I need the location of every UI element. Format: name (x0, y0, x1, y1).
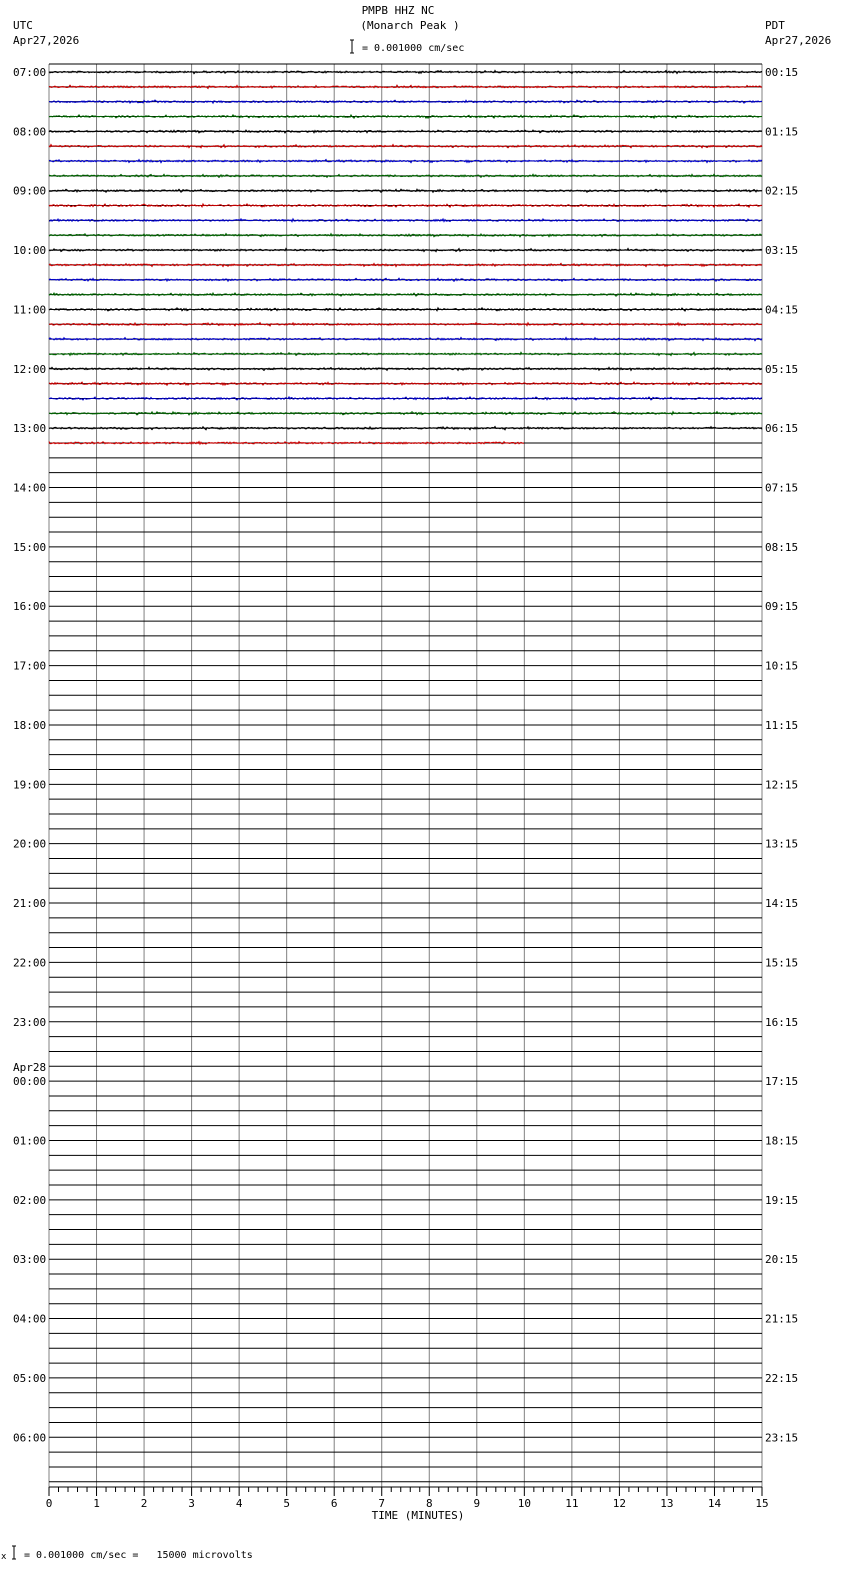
left-hour-label: 19:00 (13, 778, 47, 792)
right-hour-label: 09:15 (765, 600, 799, 614)
trace-row (49, 323, 762, 326)
left-hour-label: 13:00 (13, 422, 47, 436)
left-hour-label: 23:00 (13, 1015, 47, 1029)
trace-row (49, 382, 762, 385)
right-hour-label: 15:15 (765, 956, 799, 970)
x-tick-label: 7 (378, 1497, 386, 1510)
grid-layer (49, 64, 762, 1487)
right-hour-label: 18:15 (765, 1134, 799, 1148)
right-hour-label: 23:15 (765, 1431, 799, 1445)
x-axis-ticks (46, 1487, 769, 1510)
left-hour-label: 11:00 (13, 303, 47, 317)
right-hour-label: 14:15 (765, 897, 799, 911)
trace-row (49, 234, 762, 237)
right-hour-label: 04:15 (765, 303, 799, 317)
right-hour-label: 02:15 (765, 184, 799, 198)
x-tick-label: 15 (755, 1497, 769, 1510)
x-tick-label: 2 (140, 1497, 148, 1510)
trace-row (49, 308, 762, 311)
left-hour-label: 15:00 (13, 540, 47, 554)
left-hour-label: 21:00 (13, 897, 47, 911)
station-site: (Monarch Peak ) (360, 19, 460, 32)
left-hour-label: 04:00 (13, 1312, 47, 1326)
x-tick-label: 1 (93, 1497, 100, 1510)
left-hour-label: 09:00 (13, 184, 47, 198)
right-hour-label: 00:15 (765, 66, 799, 79)
footer-scale-bar-icon (12, 1546, 16, 1559)
x-tick-label: 4 (235, 1497, 243, 1510)
footer-marker: x (1, 1552, 7, 1562)
right-hour-label: 11:15 (765, 718, 799, 732)
left-hour-label: 10:00 (13, 244, 47, 258)
left-hour-label: 00:00 (13, 1075, 47, 1089)
trace-row (49, 352, 762, 355)
trace-row (49, 263, 762, 266)
trace-row (49, 249, 762, 252)
scale-label: = 0.001000 cm/sec (362, 43, 465, 54)
left-hour-label: 08:00 (13, 125, 47, 139)
trace-row (49, 160, 762, 163)
right-hour-label: 12:15 (765, 778, 799, 792)
left-hour-label: 06:00 (13, 1431, 47, 1445)
left-hour-label: 22:00 (13, 956, 47, 970)
x-tick-label: 14 (707, 1497, 722, 1510)
x-tick-label: 6 (330, 1497, 338, 1510)
left-hour-label: 17:00 (13, 659, 47, 673)
right-hour-label: 22:15 (765, 1371, 799, 1385)
right-hour-label: 17:15 (765, 1075, 799, 1089)
right-hour-label: 03:15 (765, 244, 799, 258)
left-timezone: UTC (13, 19, 33, 32)
left-hour-label: 14:00 (13, 481, 47, 495)
scale-bar-icon (350, 40, 354, 53)
left-hour-label: 01:00 (13, 1134, 47, 1148)
right-hour-label: 13:15 (765, 837, 799, 851)
right-hour-label: 10:15 (765, 659, 799, 673)
x-tick-label: 8 (425, 1497, 433, 1510)
right-hour-label: 21:15 (765, 1312, 799, 1326)
right-hour-label: 16:15 (765, 1015, 799, 1029)
footer-scale-note: = 0.001000 cm/sec = 15000 microvolts (24, 1550, 253, 1561)
trace-layer (49, 71, 762, 445)
x-tick-label: 9 (473, 1497, 481, 1510)
left-date: Apr27,2026 (13, 34, 80, 47)
trace-row (49, 204, 762, 207)
trace-row (49, 427, 762, 430)
x-tick-label: 5 (283, 1497, 290, 1510)
right-hour-label: 08:15 (765, 540, 799, 554)
date-change-label: Apr28 (13, 1061, 47, 1075)
trace-row (49, 338, 762, 341)
right-date: Apr27,2026 (765, 34, 832, 47)
right-hour-label: 05:15 (765, 362, 799, 376)
right-timezone: PDT (765, 19, 785, 32)
x-tick-label: 10 (517, 1497, 531, 1510)
x-tick-label: 3 (188, 1497, 195, 1510)
trace-row (49, 130, 762, 133)
trace-row (49, 71, 762, 74)
x-tick-label: 12 (612, 1497, 627, 1510)
x-tick-label: 0 (45, 1497, 53, 1510)
left-hour-label: 12:00 (13, 362, 47, 376)
right-hour-label: 01:15 (765, 125, 799, 139)
trace-row (49, 115, 762, 118)
station-title: PMPB HHZ NC (361, 4, 435, 17)
left-hour-label: 16:00 (13, 600, 47, 614)
right-hour-label: 19:15 (765, 1193, 799, 1207)
right-hour-label: 07:15 (765, 481, 799, 495)
x-tick-label: 11 (565, 1497, 579, 1510)
trace-row (49, 100, 762, 103)
right-hour-label: 20:15 (765, 1253, 799, 1267)
trace-row (49, 367, 762, 370)
x-axis-title: TIME (MINUTES) (371, 1509, 465, 1522)
left-hour-label: 05:00 (13, 1371, 47, 1385)
x-tick-label: 13 (660, 1497, 674, 1510)
right-hour-label: 06:15 (765, 422, 799, 436)
left-hour-label: 02:00 (13, 1193, 47, 1207)
left-hour-label: 20:00 (13, 837, 47, 851)
trace-row (49, 85, 762, 88)
trace-row (49, 219, 762, 222)
left-hour-label: 03:00 (13, 1253, 47, 1267)
trace-row (49, 174, 762, 177)
left-hour-label: 07:00 (13, 66, 47, 79)
trace-row (49, 293, 762, 296)
left-hour-label: 18:00 (13, 718, 47, 732)
trace-row (49, 412, 762, 415)
